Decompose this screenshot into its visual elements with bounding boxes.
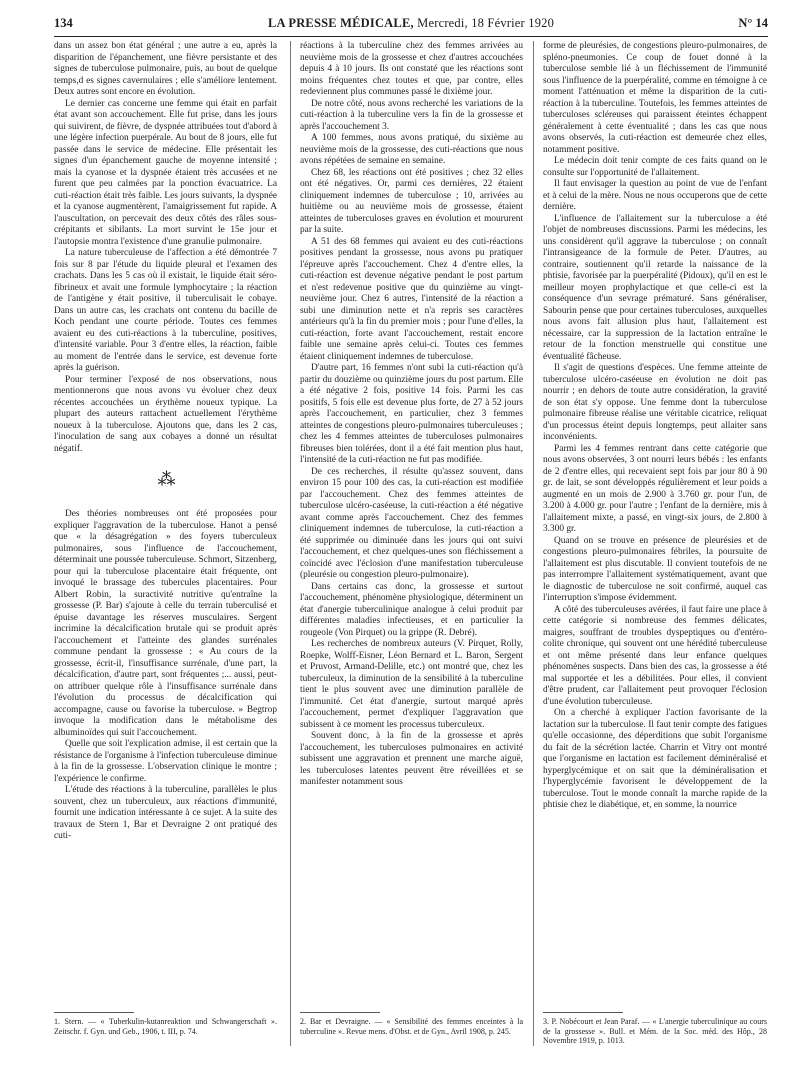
paragraph: Chez 68, les réactions ont été positives ; chez 32 elles ont été négatives. Or, parmi ces dernières, 22 étaient cliniquement indemnes de tuberculose ; 10, arrivées au huitième ou au neuvième mois de grossesse, étaient atteintes de tuberculoses graves en évolution et moururent par la suite. <box>300 167 523 235</box>
issue-number: N° 14 <box>738 16 768 30</box>
paragraph: Parmi les 4 femmes rentrant dans cette catégorie que nous avons observées, 3 ont nourri leurs bébés : les enfants de 2 d'entre elles, qui recevaient sept fois par jour 80 à 90 gr. de lait, se sont développés régulièrement et leur poids a augmenté en un mois de 2.900 à 3.760 gr. pour l'un, de 3.200 à 4.000 gr. pour l'autre ; l'enfant de la dernière, mis à l'allaitement mixte, a passé, en vingt-six jours, de 2.800 à 3.300 gr. <box>543 443 767 534</box>
journal-title <box>54 16 768 31</box>
footnote: 2. Bar et Devraigne. — « Sensibilité des femmes enceintes à la tuberculine ». Revue mens. d'Obst. et de Gyn., Avril 1908, p. 245. <box>300 1017 523 1036</box>
footnote: 3. P. Nobécourt et Jean Paraf. — « L'anergie tuberculinique au cours de la grossesse ». Bull. et Mém. de la Soc. méd. des Hôp., 28 Novembre 1919, p. 1013. <box>543 1017 767 1046</box>
paragraph: A 51 des 68 femmes qui avaient eu des cuti-réactions positives pendant la grossesse, nous avons pu pratiquer l'épreuve après l'accouchement. Chez 4 d'entre elles, la cuti-réaction est devenue négative pendant le post partum et n'est redevenue positive que du quinzième au vingt-neuvième jour. Chez 6 autres, l'intensité de la réaction a subi une diminution nette et n'a repris ses caractères antérieurs qu'à la fin du premier mois ; pour l'une d'elles, la cuti-réaction, forte avant l'accouchement, restait encore faible une semaine après celui-ci. Toutes ces femmes étaient cliniquement indemnes de tuberculose. <box>300 236 523 362</box>
paragraph: forme de pleurésies, de congestions pleuro-pulmonaires, de spléno-pneumonies. Ce coup de fouet donné à la tuberculose semble lié à un fléchissement de l'immunité sous l'influence de la puerpéralité, comme en témoigne à ce moment l'atténuation et même la disparition de la cuti-réaction à la tuberculine. Toutefois, les femmes atteintes de tuberculoses scléreuses qui paraissent éteintes échappent généralement à cette éventualité ; dans les cas que nous avons observés, la cuti-réaction est demeurée chez elles, notamment positive. <box>543 41 767 155</box>
paragraph: D'autre part, 16 femmes n'ont subi la cuti-réaction qu'à partir du douzième ou quinzième jours du post partum. Elle a été négative 2 fois, positive 14 fois. Parmi les cas positifs, 5 fois elle est devenue plus forte, de 27 à 52 jours après l'accouchement, en particulier, chez 3 femmes atteintes de congestions pleuro-pulmonaires tuberculeuses ; chez les 4 femmes atteintes de tuberculoses pulmonaires fibreuses bien tolérées, dont il a été fait mention plus haut, l'intensité de la cuti-réaction ne fut pas modifiée. <box>300 363 523 465</box>
paragraph: De notre côté, nous avons recherché les variations de la cuti-réaction à la tuberculine vers la fin de la grossesse et après l'accouchement 3. <box>300 98 523 132</box>
paragraph: Quelle que soit l'explication admise, il est certain que la résistance de l'organisme à l'infection tuberculeuse diminue à la fin de la grossesse. L'observation clinique le montre ; l'expérience le confirme. <box>54 739 277 784</box>
running-header <box>54 16 768 36</box>
section-asterism: ⁂ <box>157 469 174 489</box>
paragraph: dans un assez bon état général ; une autre a eu, après la disparition de l'épanchement, une fièvre persistante et des signes de tuberculose pulmonaire, puis, au bout de quelque temps,d es signes cavernulaires ; elle s'améliore lentement. Deux autres sont encore en évolution. <box>54 41 277 97</box>
paragraph: Des théories nombreuses ont été proposées pour expliquer l'aggravation de la tuberculose. Hanot a pensé que « la désagrégation » des foyers tuberculeux pulmonaires, sous l'influence de l'accouchement, déterminait une poussée tuberculeuse. Schmort, Sitzenberg, pour qui la tuberculose placentaire était fréquente, ont invoqué le brassage des tubercules placentaires. Pour Albert Robin, la suractivité nutritive qu'entraîne la grossesse (P. Bar) s'ajoute à celle du terrain tuberculisé et épuise davantage les réserves musculaires. Sergent incrimine la décalcification brutale qui se produit après l'accouchement et l'atteinte des glandes surrénales commune pendant la grossesse : « Au cours de la grossesse, écrit-il, l'insuffisance surrénale, d'une part, la décalcification, d'autre part, sont fréquentes ;... aussi, peut-on attribuer quelque rôle à l'insuffisance surrénale dans l'évolution du processus de décalcification qui accompagne, cause ou favorise la tuberculose. » Begtrop invoque la modification dans le métabolisme des albuminoïdes qui suit l'accouchement. <box>54 509 277 738</box>
paragraph: Souvent donc, à la fin de la grossesse et après l'accouchement, les tuberculoses pulmonaires en activité subissent une aggravation et prennent une marche aiguë, les tuberculoses latentes peuvent être réveillées et se manifester notamment sous <box>300 731 523 787</box>
text-column-3 <box>543 41 767 1005</box>
footnote-block-1 <box>54 1012 277 1036</box>
text-column-1 <box>54 41 277 1005</box>
paragraph: Pour terminer l'exposé de nos observations, nous mentionnerons que nous avons vu évoluer chez deux récentes accouchées un érythème noueux typique. La plupart des auteurs rattachent actuellement l'érythème noueux à la tuberculose. Ajoutons que, dans les 2 cas, l'inoculation de sang aux cobayes a donné un résultat négatif. <box>54 374 277 454</box>
paragraph: Il faut envisager la question au point de vue de l'enfant et à celui de la mère. Nous ne nous occuperons que de cette dernière. <box>543 179 767 212</box>
footnote-rule <box>300 1012 380 1013</box>
column-divider <box>533 41 534 1046</box>
paragraph: Dans certains cas donc, la grossesse et surtout l'accouchement, phénomène physiologique, déterminent un état d'anergie tuberculinique analogue à celui produit par différentes maladies infectieuses, et en particulier la rougeole (Von Pirquet) ou la grippe (R. Debré). <box>300 581 523 638</box>
footnote-block-3 <box>543 1012 767 1046</box>
page-number: 134 <box>54 16 73 30</box>
paragraph: L'influence de l'allaitement sur la tuberculose a été l'objet de nombreuses discussions. Parmi les médecins, les uns considèrent qu'il aggrave la tuberculose ; on connaît l'intransigeance de la formule de Peter. D'autres, au contraire, soutiennent qu'il retarde la naissance de la phtisie, favorisée par la puerpéralité (Pidoux), qu'il en est le meilleur moyen prophylactique et que celle-ci est la conséquence d'un sevrage prématuré. Sans généraliser, Sabourin pense que pour certaines tuberculoses, auxquelles nous avons fait allusion plus haut, l'allaitement est nécessaire, car la suppression de la lactation entraîne le retour de la fonction menstruelle qui constitue une éventualité fâcheuse. <box>543 213 767 362</box>
paragraph: On a cherché à expliquer l'action favorisante de la lactation sur la tuberculose. Il faut tenir compte des fatigues qu'elle occasionne, des déperditions que subit l'organisme du fait de la sécrétion lactée. Charrin et Vitry ont montré que l'organisme en lactation est facilement déminéralisé et hyperglycémique et on sait que la déminéralisation et l'hyperglycémie favorisent le développement de la tuberculose. Tout le monde connaît la marche rapide de la phtisie chez le diabétique, et, en somme, la nourrice <box>543 708 767 810</box>
paragraph: Il s'agit de questions d'espèces. Une femme atteinte de tuberculose ulcéro-caséeuse en évolution ne doit pas nourrir ; en dehors de toute autre considération, la gravité de son état s'y oppose. Une femme dont la tuberculose pulmonaire fibreuse réalise une véritable cicatrice, reliquat d'un processus éteint depuis longtemps, peut allaiter sans inconvénients. <box>543 363 767 442</box>
paragraph: L'étude des réactions à la tuberculine, parallèles le plus souvent, chez un tuberculeux, aux réactions d'immunité, fournit une indication intéressante à ce sujet. A la suite des travaux de Stern 1, Bar et Devraigne 2 ont pratiqué des cuti- <box>54 785 277 841</box>
paragraph: De ces recherches, il résulte qu'assez souvent, dans environ 15 pour 100 des cas, la cuti-réaction est modifiée par l'accouchement. Chez des femmes atteintes de tuberculose ulcéro-caséeuse, la cuti-réaction a été négative avant comme après l'accouchement. Chez des femmes cliniquement indemnes de tuberculose, la cuti-réaction a été supprimée ou diminuée dans les jours qui ont suivi l'accouchement, et chez quelques-unes son fléchissement a coïncidé avec l'éclosion d'une manifestation tuberculeuse (pleurésie ou congestion pleuro-pulmonaire). <box>300 466 523 580</box>
header-rule <box>54 36 768 37</box>
journal-name: LA PRESSE MÉDICALE, <box>267 16 414 30</box>
footnote: 1. Stern. — « Tuberkulin-kutanreaktion und Schwangerschaft ». Zeitschr. f. Gyn. und Geb., 1906, t. III, p. 74. <box>54 1017 277 1036</box>
paragraph: La nature tuberculeuse de l'affection a été démontrée 7 fois sur 8 par l'étude du liquide pleural et l'examen des crachats. Dans les 5 cas où il existait, le liquide était séro-fibrineux et avait une formule lymphocytaire ; la réaction de l'antigène y était positive, il tuberculisait le cobaye. Dans un autre cas, les crachats ont contenu du bacille de Koch pendant une courte période. Toutes ces femmes avaient eu des cuti-réactions à la tuberculine, positives, d'intensité variable. Pour 3 d'entre elles, la réaction, faible au moment de l'entrée dans le service, est devenue forte après la guérison. <box>54 248 277 373</box>
paragraph: A côté des tuberculeuses avérées, il faut faire une place à cette catégorie si nombreuse des femmes délicates, maigres, souffrant de troubles dyspeptiques ou d'entéro-colite chronique, qui souvent ont une hérédité tuberculeuse et ont même présenté dans leur enfance quelques phénomènes suspects. Dans bien des cas, la grossesse a été mal supportée et les a débilitées. Pour elles, il convient d'être prudent, car l'allaitement peut provoquer l'éclosion d'une évolution tuberculeuse. <box>543 604 767 707</box>
paragraph: réactions à la tuberculine chez des femmes arrivées au neuvième mois de la grossesse et chez d'autres accouchées depuis 4 à 10 jours. Ils ont constaté que les réactions sont moins fréquentes chez toutes et que, par contre, elles redeviennent plus communes passé le dixième jour. <box>300 41 523 97</box>
column-divider <box>290 41 291 1046</box>
paragraph: A 100 femmes, nous avons pratiqué, du sixième au neuvième mois de la grossesse, des cuti-réactions que nous avons répétées de semaine en semaine. <box>300 133 523 166</box>
paragraph: Le médecin doit tenir compte de ces faits quand on le consulte sur l'opportunité de l'allaitement. <box>543 156 767 178</box>
paragraph: Quand on se trouve en présence de pleurésies et de congestions pleuro-pulmonaires fébriles, la poursuite de l'allaitement est plus discutable. Il convient toutefois de ne pas interrompre l'allaitement systématiquement, avant que le diagnostic de tuberculose ne soit confirmé, auquel cas l'interruption s'impose évidemment. <box>543 535 767 603</box>
paragraph: Le dernier cas concerne une femme qui était en parfait état avant son accouchement. Elle fut prise, dans les jours qui suivirent, de fièvre, de dyspnée attribuées tout d'abord à une légère infection puerpérale. Au bout de 8 jours, elle fut passée dans le service de médecine. Elle présentait les signes d'un épanchement gauche de moyenne intensité ; mais la cyanose et la dyspnée étaient très accusées et ne furent que peu calmées par la ponction évacuatrice. La cuti-réaction était très faible. Les jours suivants, la dyspnée et la cyanose augmentèrent, l'amaigrissement fut rapide. A l'auscultation, on percevait des deux côtés des râles sous-crépitants et sibilants. La mort survint le 15e jour et l'autopsie montra l'existence d'une granulie pulmonaire. <box>54 98 277 247</box>
text-column-2 <box>300 41 523 1005</box>
paragraph: Les recherches de nombreux auteurs (V. Pirquet, Rolly, Roepke, Wolff-Eisner, Léon Bernard et L. Baron, Sergent et Pruvost, Armand-Delille, etc.) ont montré que, chez les tuberculeux, la diminution de la sensibilité à la tuberculine tient le plus souvent avec une diminution parallèle de l'immunité. Cet état d'anergie, surtout marqué après l'accouchement, permet d'expliquer l'aggravation que subissent à ce moment les processus tuberculeux. <box>300 639 523 730</box>
footnote-block-2 <box>300 1012 523 1036</box>
footnote-rule <box>54 1012 134 1013</box>
issue-date: Mercredi, 18 Février 1920 <box>417 16 555 30</box>
footnote-rule <box>543 1012 623 1013</box>
